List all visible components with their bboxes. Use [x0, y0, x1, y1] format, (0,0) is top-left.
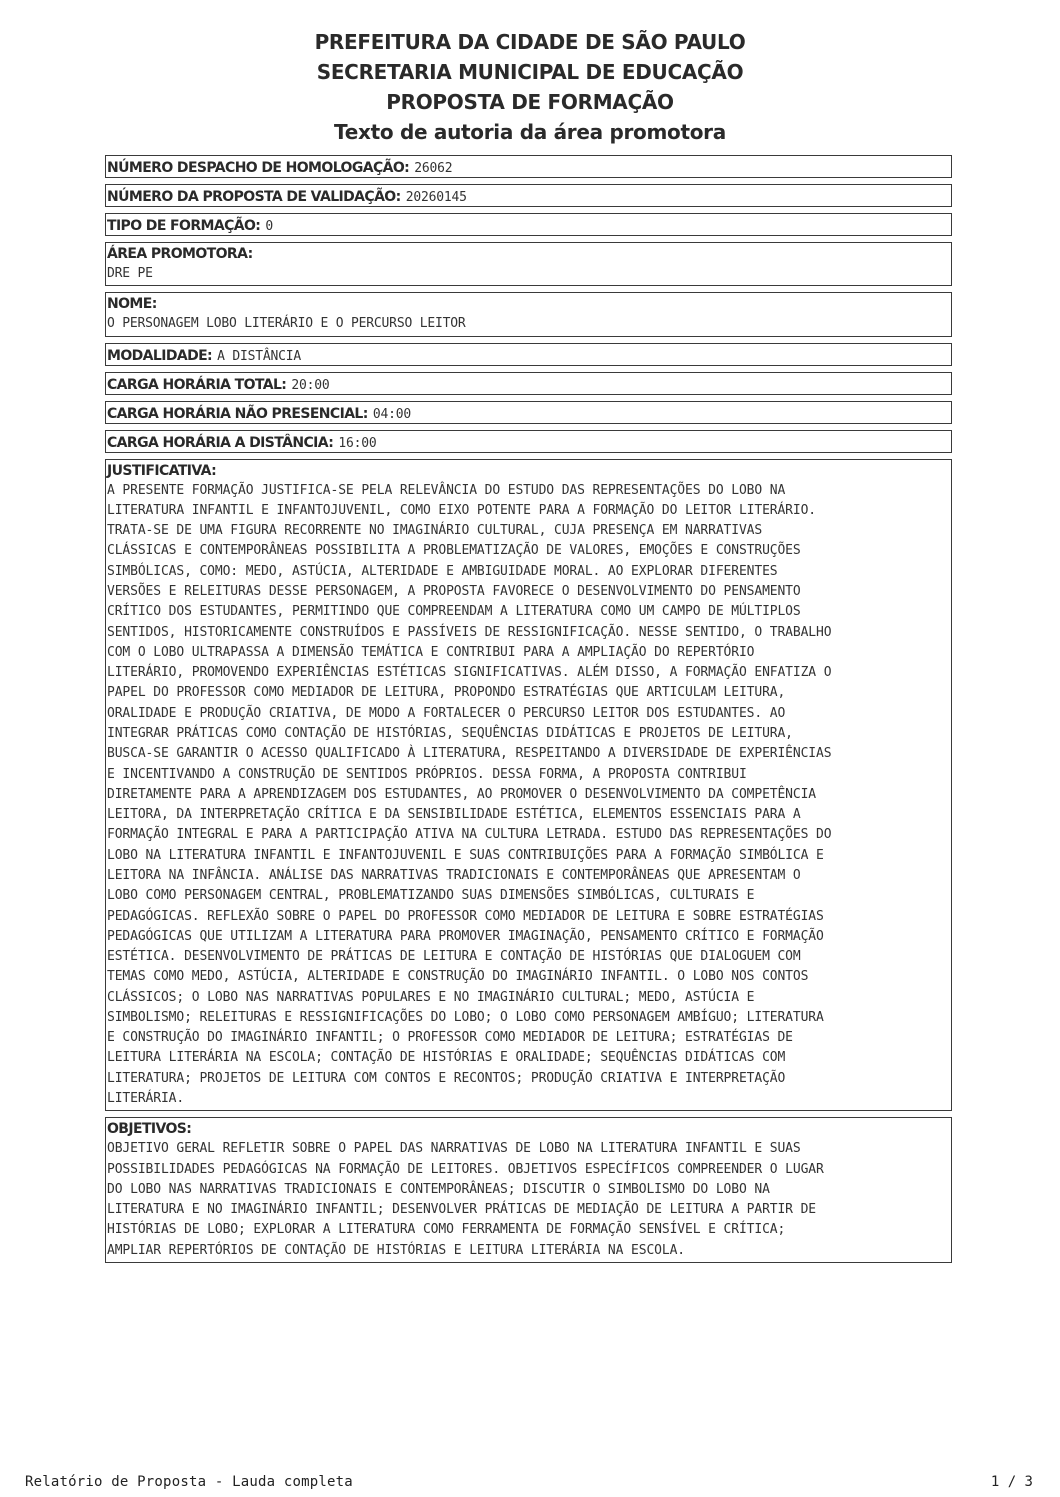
text-line: SENTIDOS, HISTORICAMENTE CONSTRUÍDOS E PASSÍVEIS DE RESSIGNIFICAÇÃO. NESSE SENTIDO, O TRABALHO	[107, 624, 832, 640]
text-line: A PRESENTE FORMAÇÃO JUSTIFICA-SE PELA RELEVÂNCIA DO ESTUDO DAS REPRESENTAÇÕES DO LOBO NA	[107, 482, 786, 498]
text-line: CLÁSSICAS E CONTEMPORÂNEAS POSSIBILITA A PROBLEMATIZAÇÃO DE VALORES, EMOÇÕES E CONSTRUÇÕES	[107, 543, 801, 559]
field-tipo	[105, 213, 952, 236]
text-line: CRÍTICO DOS ESTUDANTES, PERMITINDO QUE COMPREENDAM A LITERATURA COMO UM CAMPO DE MÚLTIPLOS	[107, 604, 801, 620]
field-label: TIPO DE FORMAÇÃO:	[107, 218, 261, 234]
field-justificativa	[105, 459, 952, 1112]
text-line: BUSCA-SE GARANTIR O ACESSO QUALIFICADO À LITERATURA, RESPEITANDO A DIVERSIDADE DE EXPERIÊNCIAS	[107, 746, 832, 762]
field-objetivos	[105, 1117, 952, 1263]
text-line: TEMAS COMO MEDO, ASTÚCIA, ALTERIDADE E CONSTRUÇÃO DO IMAGINÁRIO INFANTIL. O LOBO NOS CONTOS	[107, 969, 809, 985]
text-line: DIRETAMENTE PARA A APRENDIZAGEM DOS ESTUDANTES, AO PROMOVER O DESENVOLVIMENTO DA COMPETÊNCIA	[107, 786, 817, 802]
text-line: LITERÁRIO, PROMOVENDO EXPERIÊNCIAS ESTÉTICAS SIGNIFICATIVAS. ALÉM DISSO, A FORMAÇÃO ENFATIZA O	[107, 665, 832, 681]
text-line: LEITURA LITERÁRIA NA ESCOLA; CONTAÇÃO DE HISTÓRIAS E ORALIDADE; SEQUÊNCIAS DIDÁTICAS COM	[107, 1050, 786, 1066]
field-nome	[105, 292, 952, 336]
text-line: INTEGRAR PRÁTICAS COMO CONTAÇÃO DE HISTÓRIAS, SEQUÊNCIAS DIDÁTICAS E PROJETOS DE LEITURA,	[107, 725, 793, 741]
text-line: SIMBÓLICAS, COMO: MEDO, ASTÚCIA, ALTERIDADE E AMBIGUIDADE MORAL. AO EXPLORAR DIFERENTES	[107, 563, 778, 579]
text-line: PEDAGÓGICAS QUE UTILIZAM A LITERATURA PARA PROMOVER IMAGINAÇÃO, PENSAMENTO CRÍTICO E FORMAÇÃO	[107, 928, 824, 944]
text-line: LEITORA NA INFÂNCIA. ANÁLISE DAS NARRATIVAS TRADICIONAIS E CONTEMPORÂNEAS QUE APRESENTAM O	[107, 867, 801, 883]
text-line: POSSIBILIDADES PEDAGÓGICAS NA FORMAÇÃO DE LEITORES. OBJETIVOS ESPECÍFICOS COMPREENDER O LUGAR	[107, 1161, 824, 1177]
text-line: ORALIDADE E PRODUÇÃO CRIATIVA, DE MODO A FORTALECER O PERCURSO LEITOR DOS ESTUDANTES. AO	[107, 705, 786, 721]
header-prefeitura: PREFEITURA DA CIDADE DE SÃO PAULO	[314, 30, 746, 54]
field-label: MODALIDADE:	[107, 347, 213, 364]
text-line: ESTÉTICA. DESENVOLVIMENTO DE PRÁTICAS DE LEITURA E CONTAÇÃO DE HISTÓRIAS QUE DIALOGUEM COM	[107, 949, 801, 965]
text-line: SIMBOLISMO; RELEITURAS E RESSIGNIFICAÇÕES DO LOBO; O LOBO COMO PERSONAGEM AMBÍGUO; LITERATURA	[107, 1009, 824, 1025]
field-label: OBJETIVOS:	[107, 1121, 192, 1138]
field-value: 04:00	[372, 406, 411, 422]
text-line: LITERATURA E NO IMAGINÁRIO INFANTIL; DESENVOLVER PRÁTICAS DE MEDIAÇÃO DE LEITURA A PARTIR DE	[107, 1202, 817, 1218]
text-line: VERSÕES E RELEITURAS DESSE PERSONAGEM, A PROPOSTA FAVORECE O DESENVOLVIMENTO DO PENSAMENTO	[107, 584, 801, 599]
header-subtitle: Texto de autoria da área promotora	[334, 120, 726, 144]
field-value: A DISTÂNCIA	[217, 348, 302, 364]
text-line: LEITORA, DA INTERPRETAÇÃO CRÍTICA E DA SENSIBILIDADE ESTÉTICA, ELEMENTOS ESSENCIAIS PARA A	[107, 807, 801, 823]
text-line: CLÁSSICOS; O LOBO NAS NARRATIVAS POPULARES E NO IMAGINÁRIO CULTURAL; MEDO, ASTÚCIA E	[107, 989, 755, 1005]
field-label: ÁREA PROMOTORA:	[107, 246, 253, 262]
proposal-table	[105, 155, 952, 1269]
field-label: JUSTIFICATIVA:	[107, 462, 217, 479]
field-label: CARGA HORÁRIA NÃO PRESENCIAL:	[107, 405, 368, 422]
header-proposta: PROPOSTA DE FORMAÇÃO	[386, 90, 674, 114]
text-line: PAPEL DO PROFESSOR COMO MEDIADOR DE LEITURA, PROPONDO ESTRATÉGIAS QUE ARTICULAM LEITURA,	[107, 685, 786, 701]
field-carga-nao-presencial	[105, 401, 952, 424]
text-line: OBJETIVO GERAL REFLETIR SOBRE O PAPEL DAS NARRATIVAS DE LOBO NA LITERATURA INFANTIL E SUAS	[107, 1141, 801, 1157]
field-label: NÚMERO DESPACHO DE HOMOLOGAÇÃO:	[107, 160, 410, 176]
text-line: TRATA-SE DE UMA FIGURA RECORRENTE NO IMAGINÁRIO CULTURAL, CUJA PRESENÇA EM NARRATIVAS	[107, 523, 763, 539]
text-line: DO LOBO NAS NARRATIVAS TRADICIONAIS E CONTEMPORÂNEAS; DISCUTIR O SIMBOLISMO DO LOBO NA	[107, 1181, 770, 1197]
field-carga-total	[105, 372, 952, 395]
field-value: 20260145	[405, 190, 467, 205]
field-label: CARGA HORÁRIA TOTAL:	[107, 376, 287, 393]
field-value: 26062	[414, 161, 453, 176]
field-area	[105, 242, 952, 286]
field-label: NOME:	[107, 296, 157, 313]
text-line: E INCENTIVANDO A CONSTRUÇÃO DE SENTIDOS PRÓPRIOS. DESSA FORMA, A PROPOSTA CONTRIBUI	[107, 766, 747, 782]
text-line: LITERATURA; PROJETOS DE LEITURA COM CONTOS E RECONTOS; PRODUÇÃO CRIATIVA E INTERPRETAÇÃO	[107, 1070, 786, 1086]
text-line: E CONSTRUÇÃO DO IMAGINÁRIO INFANTIL; O PROFESSOR COMO MEDIADOR DE LEITURA; ESTRATÉGIAS DE	[107, 1030, 793, 1046]
field-modalidade	[105, 343, 952, 366]
field-carga-distancia	[105, 430, 952, 453]
text-line: LOBO NA LITERATURA INFANTIL E INFANTOJUVENIL E SUAS CONTRIBUIÇÕES PARA A FORMAÇÃO SIMBÓLICA E	[107, 847, 824, 863]
text-line: FORMAÇÃO INTEGRAL E PARA A PARTICIPAÇÃO ATIVA NA CULTURA LETRADA. ESTUDO DAS REPRESENTAÇÕES DO	[107, 827, 832, 843]
page-number: 1 / 3	[990, 1474, 1033, 1490]
text-line: LITERATURA INFANTIL E INFANTOJUVENIL, COMO EIXO POTENTE PARA A FORMAÇÃO DO LEITOR LITERÁRIO.	[107, 502, 817, 518]
field-value: 0	[265, 219, 274, 234]
text-line: LITERÁRIA.	[107, 1091, 185, 1107]
text-line: LOBO COMO PERSONAGEM CENTRAL, PROBLEMATIZANDO SUAS DIMENSÕES SIMBÓLICAS, CULTURAIS E	[107, 888, 755, 904]
text-line: PEDAGÓGICAS. REFLEXÃO SOBRE O PAPEL DO PROFESSOR COMO MEDIADOR DE LEITURA E SOBRE ESTRATÉGIAS	[107, 908, 824, 924]
field-value: 20:00	[291, 377, 330, 393]
document-header	[0, 27, 1060, 147]
field-label: CARGA HORÁRIA A DISTÂNCIA:	[107, 434, 334, 451]
footer-title: Relatório de Proposta - Lauda completa	[25, 1474, 353, 1490]
field-validacao	[105, 184, 952, 207]
justificativa-text	[107, 481, 951, 1110]
objetivos-text	[107, 1139, 951, 1261]
field-value: O PERSONAGEM LOBO LITERÁRIO E O PERCURSO LEITOR	[107, 316, 466, 332]
text-line: AMPLIAR REPERTÓRIOS DE CONTAÇÃO DE HISTÓRIAS E LEITURA LITERÁRIA NA ESCOLA.	[107, 1242, 685, 1258]
field-label: NÚMERO DA PROPOSTA DE VALIDAÇÃO:	[107, 189, 401, 205]
text-line: HISTÓRIAS DE LOBO; EXPLORAR A LITERATURA COMO FERRAMENTA DE FORMAÇÃO SENSÍVEL E CRÍTICA;	[107, 1222, 786, 1238]
field-value: DRE PE	[107, 266, 153, 281]
text-line: COM O LOBO ULTRAPASSA A DIMENSÃO TEMÁTICA E CONTRIBUI PARA A AMPLIAÇÃO DO REPERTÓRIO	[107, 644, 755, 660]
field-despacho	[105, 155, 952, 178]
field-value: 16:00	[338, 435, 377, 451]
header-secretaria: SECRETARIA MUNICIPAL DE EDUCAÇÃO	[316, 60, 744, 84]
